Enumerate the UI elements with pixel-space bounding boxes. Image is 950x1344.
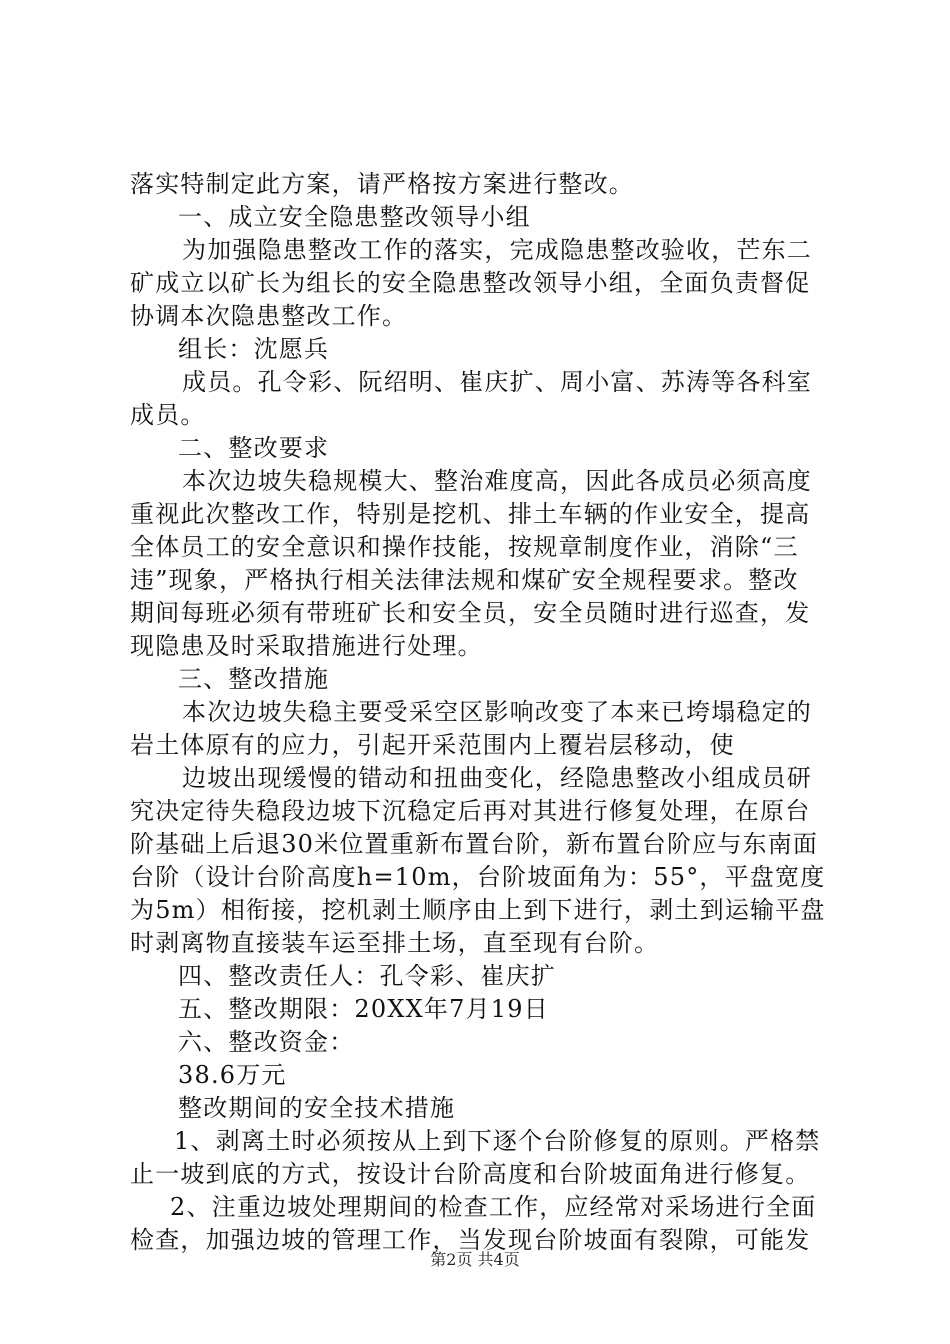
section-heading-2: 二、整改要求 (178, 434, 330, 462)
section-heading-4: 四、整改责任人：孔令彩、崔庆扩 (178, 962, 556, 990)
text-line: 阶基础上后退30米位置重新布置台阶，新布置台阶应与东南面 (130, 830, 819, 858)
text-line: 本次边坡失稳主要受采空区影响改变了本来已垮塌稳定的 (182, 698, 812, 726)
text-line: 为5m）相衔接，挖机剥土顺序由上到下进行，剥土到运输平盘 (130, 896, 826, 924)
page-footer: 第2页 共4页 (430, 1250, 520, 1269)
text-line: 台阶（设计台阶高度h=10m，台阶坡面角为：55°，平盘宽度 (130, 863, 826, 891)
text-line: 究决定待失稳段边坡下沉稳定后再对其进行修复处理，在原台 (130, 797, 811, 825)
text-line: 2、注重边坡处理期间的检查工作，应经常对采场进行全面 (170, 1193, 817, 1221)
text-line: 止一坡到底的方式，按设计台阶高度和台阶坡面角进行修复。 (130, 1160, 811, 1188)
text-line: 检查，加强边坡的管理工作，当发现台阶坡面有裂隙，可能发 (130, 1226, 811, 1254)
text-line: 为加强隐患整改工作的落实，完成隐患整改验收，芒东二 (182, 236, 812, 264)
team-members: 成员。孔令彩、阮绍明、崔庆扩、周小富、苏涛等各科室 (182, 368, 812, 396)
text-line: 违”现象，严格执行相关法律法规和煤矿安全规程要求。整改 (130, 566, 799, 594)
text-line: 期间每班必须有带班矿长和安全员，安全员随时进行巡查，发 (130, 599, 811, 627)
text-line: 落实特制定此方案，请严格按方案进行整改。 (130, 170, 634, 198)
section-heading-1: 一、成立安全隐患整改领导小组 (178, 203, 531, 231)
text-line: 全体员工的安全意识和操作技能，按规章制度作业，消除“三 (130, 533, 799, 561)
document-body (130, 168, 830, 1257)
text-line: 1、剥离土时必须按从上到下逐个台阶修复的原则。严格禁 (174, 1127, 821, 1155)
text-line: 现隐患及时采取措施进行处理。 (130, 632, 483, 660)
team-leader: 组长：沈愿兵 (178, 335, 330, 363)
text-line: 本次边坡失稳规模大、整治难度高，因此各成员必须高度 (182, 467, 812, 495)
section-heading-6: 六、整改资金： (178, 1028, 355, 1056)
funding-amount: 38.6万元 (178, 1061, 287, 1089)
text-line: 重视此次整改工作，特别是挖机、排土车辆的作业安全，提高 (130, 500, 811, 528)
text-line: 岩土体原有的应力，引起开采范围内上覆岩层移动，使 (130, 731, 735, 759)
text-line: 协调本次隐患整改工作。 (130, 302, 408, 330)
text-line: 边坡出现缓慢的错动和扭曲变化，经隐患整改小组成员研 (182, 764, 812, 792)
text-line: 矿成立以矿长为组长的安全隐患整改领导小组，全面负责督促 (130, 269, 811, 297)
text-line: 成员。 (130, 401, 206, 429)
section-heading-3: 三、整改措施 (178, 665, 330, 693)
text-line: 时剥离物直接装车运至排土场，直至现有台阶。 (130, 929, 660, 957)
safety-measures-heading: 整改期间的安全技术措施 (178, 1094, 456, 1122)
section-heading-5: 五、整改期限：20XX年7月19日 (178, 995, 549, 1023)
